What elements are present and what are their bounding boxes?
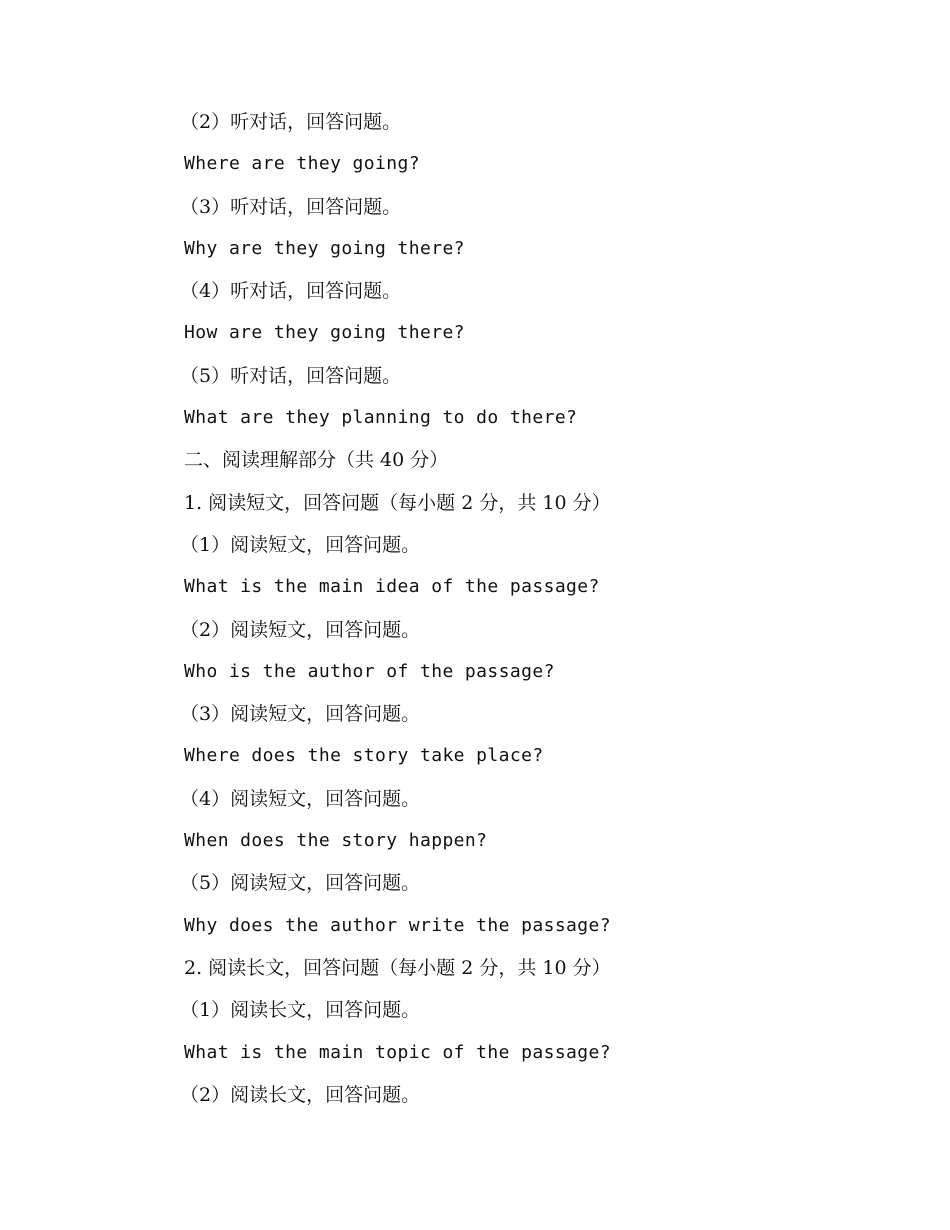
listening-question-5-instruction: （5）听对话，回答问题。 [180,364,402,387]
short-passage-question-3-text: Where does the story take place? [184,745,544,767]
listening-question-2-instruction: （2）听对话，回答问题。 [180,111,402,133]
listening-question-4-text: How are they going there? [184,322,465,344]
short-passage-question-5-text: Why does the author write the passage? [184,914,612,936]
listening-question-5-text: What are they planning to do there? [184,407,578,429]
short-passage-question-4-instruction: （4）阅读短文，回答问题。 [180,787,421,810]
section-heading-reading: 二、阅读理解部分（共 40 分） [184,449,449,472]
long-passage-question-1-text: What is the main topic of the passage? [184,1041,612,1063]
listening-question-3-text: Why are they going there? [184,237,465,259]
subsection-heading-long-passage: 2. 阅读长文，回答问题（每小题 2 分，共 10 分） [184,956,611,979]
listening-question-3-instruction: （3）听对话，回答问题。 [180,195,402,218]
document-body [180,101,884,1116]
long-passage-question-1-instruction: （1）阅读长文，回答问题。 [180,999,421,1022]
listening-question-4-instruction: （4）听对话，回答问题。 [180,280,402,303]
short-passage-question-3-instruction: （3）阅读短文，回答问题。 [180,703,421,726]
short-passage-question-1-instruction: （1）阅读短文，回答问题。 [180,533,421,556]
long-passage-question-2-instruction: （2）阅读长文，回答问题。 [180,1083,421,1106]
short-passage-question-2-text: Who is the author of the passage? [184,660,555,682]
short-passage-question-4-text: When does the story happen? [184,830,488,852]
listening-question-2-text: Where are they going? [184,153,420,175]
subsection-heading-short-passage: 1. 阅读短文，回答问题（每小题 2 分，共 10 分） [184,491,611,514]
short-passage-question-5-instruction: （5）阅读短文，回答问题。 [180,872,421,895]
short-passage-question-2-instruction: （2）阅读短文，回答问题。 [180,618,421,641]
short-passage-question-1-text: What is the main idea of the passage? [184,576,600,598]
